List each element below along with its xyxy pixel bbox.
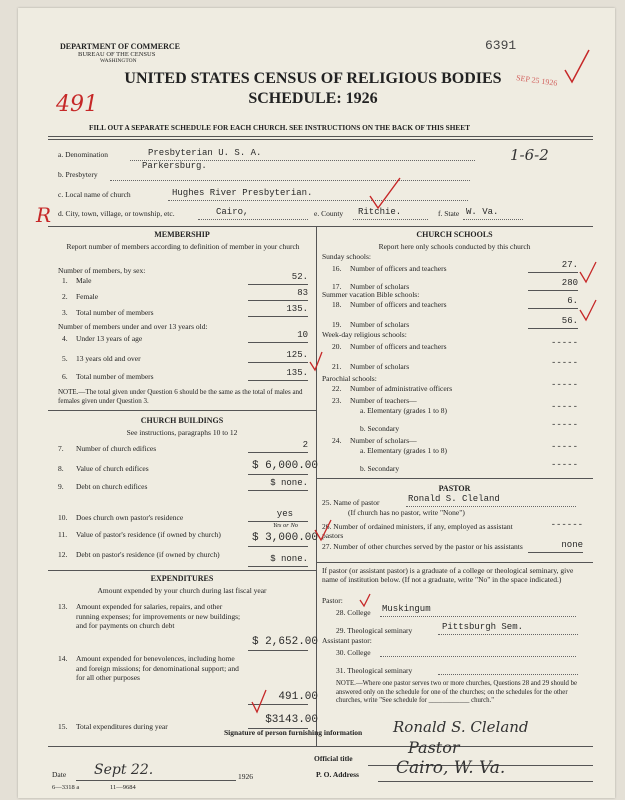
presbytery-label: b. Presbytery (58, 170, 98, 179)
q21-value[interactable]: ----- (550, 358, 578, 368)
q9-label: Debt on church edifices (76, 482, 148, 491)
q18-value[interactable]: 6. (567, 296, 578, 306)
q19-number: 19. (332, 320, 342, 329)
city-label: WASHINGTON (100, 58, 137, 64)
schools-intro: Report here only schools conducted by this church (378, 242, 531, 251)
date-value[interactable]: Sept 22. (94, 762, 154, 778)
expenditures-title: EXPENDITURES (150, 574, 214, 583)
q31-label: 31. Theological seminary (336, 666, 413, 675)
check-mark-icon (313, 518, 333, 542)
q25-label: 25. Name of pastor (322, 498, 380, 507)
assistant-label: Assistant pastor: (322, 636, 372, 645)
q15-value[interactable]: $3143.00 (265, 714, 318, 726)
q12-label: Debt on pastor's residence (if owned by church) (76, 550, 220, 559)
date-label: Date (52, 770, 67, 779)
denomination-value[interactable]: Presbyterian U. S. A. (148, 148, 262, 158)
check-mark-icon (250, 688, 268, 714)
q15-label: Total expenditures during year (76, 722, 168, 731)
q24b-value[interactable]: ----- (550, 460, 578, 470)
q25-note: (If church has no pastor, write "None") (348, 508, 465, 517)
yes-no-hint: Yes or No (273, 522, 299, 529)
q22-number: 22. (332, 384, 342, 393)
q3-label: Total number of members (76, 308, 154, 317)
q18-label: Number of officers and teachers (350, 300, 447, 309)
q30-label: 30. College (336, 648, 371, 657)
q2-value[interactable]: 83 (297, 288, 308, 298)
q6-value[interactable]: 135. (286, 368, 308, 378)
department-label: DEPARTMENT OF COMMERCE (60, 42, 181, 51)
q13-number: 13. (58, 602, 68, 611)
q2-label: Female (76, 292, 99, 301)
q4-value[interactable]: 10 (297, 330, 308, 340)
q10-value[interactable]: yes (276, 509, 293, 519)
form-number-2: 11—9684 (110, 784, 136, 791)
form-subtitle: SCHEDULE: 1926 (248, 90, 378, 107)
q17-number: 17. (332, 282, 342, 291)
parochial-label: Parochial schools: (322, 374, 377, 383)
q1-label: Male (76, 276, 92, 285)
age-intro: Number of members under and over 13 years old: (58, 322, 208, 331)
q24-number: 24. (332, 436, 342, 445)
q10-number: 10. (58, 513, 68, 522)
q16-value[interactable]: 27. (561, 260, 578, 270)
q13-label: Amount expended for salaries, repairs, and other running expenses; for improvements or new buildings; and for payments on church debt (76, 602, 241, 630)
margin-r-mark: R (36, 203, 52, 227)
q8-number: 8. (58, 464, 64, 473)
presbytery-value[interactable]: Parkersburg. (142, 161, 207, 171)
serial-number: 6391 (485, 38, 517, 53)
local-name-value[interactable]: Hughes River Presbyterian. (172, 188, 313, 198)
city-value[interactable]: Cairo, (216, 207, 249, 217)
q7-value[interactable]: 2 (302, 440, 308, 450)
q24b-label: b. Secondary (360, 464, 400, 473)
pastor-note: NOTE.—Where one pastor serves two or more churches, Questions 28 and 29 should be answered only on the schedule for one of the churches; on the schedules for the other churches, write "See schedule for ____________ church." (336, 680, 578, 704)
bureau-label: BUREAU OF THE CENSUS (78, 51, 156, 58)
q9-number: 9. (58, 482, 64, 491)
q20-number: 20. (332, 342, 342, 351)
summer-label: Summer vacation Bible schools: (322, 290, 420, 299)
pastor-sub-label: Pastor: (322, 596, 343, 605)
red-number: 491 (56, 92, 98, 117)
state-label: f. State (438, 209, 460, 218)
q23b-label: b. Secondary (360, 424, 400, 433)
q14-label: Amount expended for benevolences, including home and foreign missions; for denominational support; and for all other purposes (76, 654, 239, 682)
weekday-label: Week-day religious schools: (322, 330, 407, 339)
q7-number: 7. (58, 444, 64, 453)
q14-value[interactable]: 491.00 (278, 691, 318, 703)
q19-label: Number of scholars (350, 320, 410, 329)
sunday-label: Sunday schools: (322, 252, 371, 261)
signature[interactable]: Ronald S. Cleland (393, 718, 529, 736)
q6-number: 6. (62, 372, 68, 381)
q16-number: 16. (332, 264, 342, 273)
q17-label: Number of scholars (350, 282, 410, 291)
q2-number: 2. (62, 292, 68, 301)
q20-label: Number of officers and teachers (350, 342, 447, 351)
check-mark-icon (368, 176, 402, 210)
official-title-label: Official title (314, 754, 353, 763)
census-schedule-page (18, 8, 615, 798)
expenditures-subtitle: Amount expended by your church during last fiscal year (97, 586, 267, 595)
q26-value[interactable]: ------ (550, 520, 583, 530)
q10-label: Does church own pastor's residence (76, 513, 184, 522)
q5-label: 13 years old and over (76, 354, 141, 363)
q20-value[interactable]: ----- (550, 338, 578, 348)
q13-value[interactable]: $ 2,652.00 (251, 636, 318, 648)
code-value: 1-6-2 (510, 146, 549, 164)
pastor-title: PASTOR (438, 484, 471, 493)
q3-value[interactable]: 135. (286, 304, 308, 314)
form-title: UNITED STATES CENSUS OF RELIGIOUS BODIES (124, 70, 502, 87)
q5-number: 5. (62, 354, 68, 363)
q24-label: Number of scholars— (350, 436, 417, 445)
q14-number: 14. (58, 654, 68, 663)
year-label: 1926 (238, 772, 253, 781)
graduate-note: If pastor (or assistant pastor) is a graduate of a college or theological seminary, give name of institution below. (If not a graduate, write "No" in the space indicated.) (322, 566, 574, 584)
check-mark-icon (308, 350, 324, 372)
county-value[interactable]: Ritchie. (358, 207, 402, 217)
q24a-value[interactable]: ----- (550, 442, 578, 452)
q23-number: 23. (332, 396, 342, 405)
q21-number: 21. (332, 362, 342, 371)
q18-number: 18. (332, 300, 342, 309)
state-value[interactable]: W. Va. (466, 207, 499, 217)
received-stamp: SEP 25 1926 (515, 73, 558, 88)
q28-value[interactable]: Muskingum (382, 604, 431, 614)
q8-value[interactable]: $ 6,000.00 (251, 460, 318, 472)
instruction-line: FILL OUT A SEPARATE SCHEDULE FOR EACH CHURCH. SEE INSTRUCTIONS ON THE BACK OF THIS SHEET (89, 123, 471, 132)
by-sex-label: Number of members, by sex: (58, 266, 146, 275)
q12-value[interactable]: $ none. (270, 554, 308, 564)
q7-label: Number of church edifices (76, 444, 157, 453)
q21-label: Number of scholars (350, 362, 410, 371)
q1-value[interactable]: 52. (291, 272, 308, 282)
q3-number: 3. (62, 308, 68, 317)
q11-value[interactable]: $ 3,000.00 (251, 532, 318, 544)
q11-label: Value of pastor's residence (if owned by church) (76, 530, 221, 539)
schools-title: CHURCH SCHOOLS (416, 230, 493, 239)
q27-label: 27. Number of other churches served by the pastor or his assistants (322, 542, 523, 551)
q8-label: Value of church edifices (76, 464, 149, 473)
q16-label: Number of officers and teachers (350, 264, 447, 273)
check-mark-icon (358, 592, 372, 608)
local-name-label: c. Local name of church (58, 190, 131, 199)
q17-value[interactable]: 280 (561, 278, 578, 288)
check-mark-icon (578, 260, 598, 284)
po-address-label: P. O. Address (316, 770, 359, 779)
q23b-value[interactable]: ----- (550, 420, 578, 430)
q11-number: 11. (58, 530, 68, 539)
q24a-label: a. Elementary (grades 1 to 8) (360, 446, 448, 455)
q25-value[interactable]: Ronald S. Cleland (408, 494, 500, 504)
q12-number: 12. (58, 550, 68, 559)
q22-label: Number of administrative officers (350, 384, 453, 393)
form-number: 6—3318 a (52, 784, 80, 791)
membership-note: NOTE.—The total given under Question 6 should be the same as the total of males and females given under Question 3. (58, 388, 303, 405)
county-label: e. County (314, 209, 344, 218)
buildings-subtitle: See instructions, paragraphs 10 to 12 (126, 428, 238, 437)
po-address-value[interactable]: Cairo, W. Va. (396, 758, 506, 778)
check-mark-icon (578, 298, 598, 322)
q9-value[interactable]: $ none. (270, 478, 308, 488)
q5-value[interactable]: 125. (286, 350, 308, 360)
q19-value[interactable]: 56. (561, 316, 578, 326)
city-label: d. City, town, village, or township, etc. (58, 209, 175, 218)
buildings-title: CHURCH BUILDINGS (140, 416, 224, 425)
official-title-value[interactable]: Pastor (408, 738, 460, 757)
q1-number: 1. (62, 276, 68, 285)
q23-label: Number of teachers— (350, 396, 417, 405)
q23a-label: a. Elementary (grades 1 to 8) (360, 406, 448, 415)
q6-label: Total number of members (76, 372, 154, 381)
q23a-value[interactable]: ----- (550, 402, 578, 412)
denomination-label: a. Denomination (58, 150, 108, 159)
q22-value[interactable]: ----- (550, 380, 578, 390)
signature-label: Signature of person furnishing information (224, 728, 363, 737)
q15-number: 15. (58, 722, 68, 731)
q28-label: 28. College (336, 608, 371, 617)
q4-label: Under 13 years of age (76, 334, 143, 343)
check-mark-icon (563, 48, 591, 88)
membership-title: MEMBERSHIP (154, 230, 210, 239)
q29-label: 29. Theological seminary (336, 626, 413, 635)
q4-number: 4. (62, 334, 68, 343)
q29-value[interactable]: Pittsburgh Sem. (442, 622, 524, 632)
membership-intro: Report number of members according to definition of member in your church (66, 242, 300, 251)
q26-label: 26. Number of ordained ministers, if any, employed as assistant pastors (322, 522, 513, 540)
q27-value[interactable]: none (561, 540, 583, 550)
